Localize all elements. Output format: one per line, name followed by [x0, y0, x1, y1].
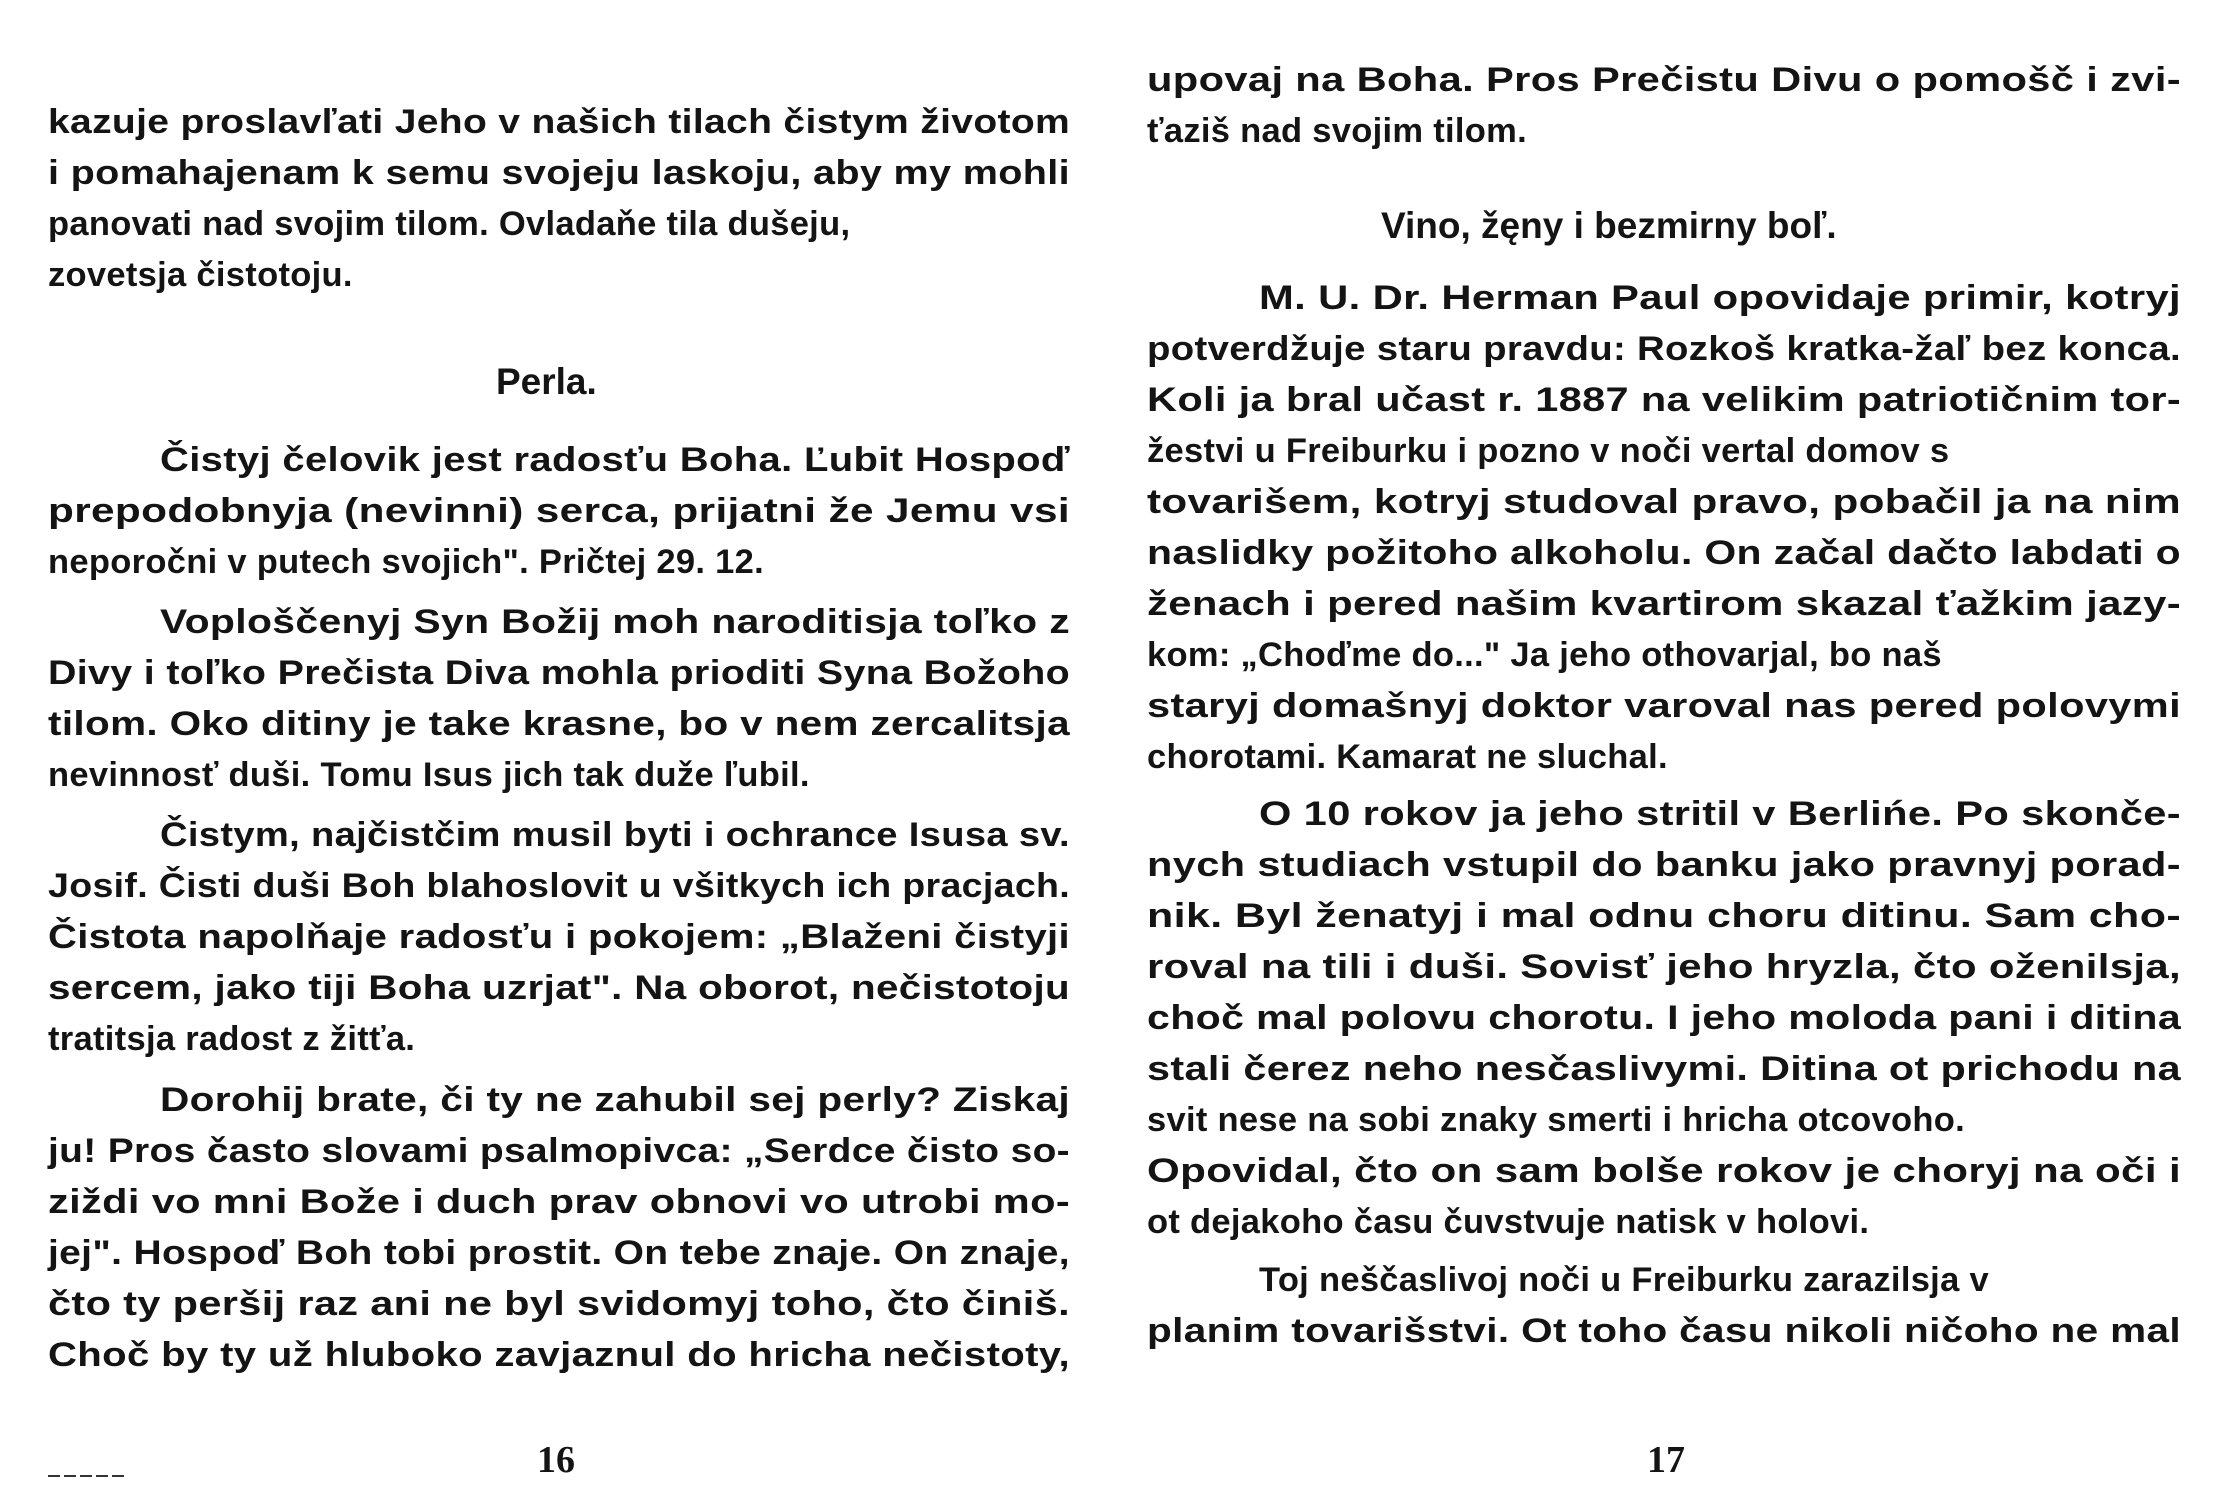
right-line: žestvi u Freiburku i pozno v noči vertal domov s — [1147, 432, 1950, 470]
left-line: panovati nad svojim tilom. Ovladaňe tila dušeju, — [48, 205, 851, 243]
left-line: i pomahajenam k semu svojeju laskoju, aby my mohli — [48, 154, 1070, 192]
left-line: prepodobnyja (nevinni) serca, prijatni že Jemu vsi — [48, 492, 1070, 530]
page-number: 16 — [537, 1439, 575, 1481]
left-line: Choč by ty už hluboko zavjaznul do hricha nečistoty, — [48, 1336, 1070, 1374]
right-line: ťaziš nad svojim tilom. — [1147, 112, 1528, 150]
right-line: Toj neščaslivoj noči u Freiburku zarazilsja v — [1259, 1261, 1989, 1299]
left-line: Čistyj čelovik jest radosťu Boha. Ľubit Hospoď — [160, 441, 1071, 479]
left-line: sercem, jako tiji Boha uzrjat". Na oborot, nečistotoju — [48, 969, 1071, 1007]
right-page — [1109, 0, 2218, 1500]
right-line: Opovidal, čto on sam bolše rokov je choryj na oči i — [1147, 1152, 2182, 1190]
right-line: staryj domašnyj doktor varoval nas pered polovymi — [1147, 687, 2182, 725]
left-line: jej". Hospoď Boh tobi prostit. On tebe znaje. On znaje, — [48, 1234, 1070, 1272]
left-line: tratitsja radost z žitťa. — [48, 1020, 416, 1058]
left-line: ziždi vo mni Bože i duch prav obnovi vo utrobi mo- — [48, 1183, 1071, 1221]
left-line: neporočni v putech svojich". Pričtej 29. 12. — [48, 543, 764, 581]
left-line: kazuje proslavľati Jeho v našich tilach čistym životom — [48, 103, 1071, 141]
left-line: Josif. Čisti duši Boh blahoslovit u všitkych ich pracjach. — [48, 867, 1071, 905]
right-line: kom: „Choďme do..." Ja jeho othovarjal, bo naš — [1147, 636, 1942, 674]
left-line: čto ty peršij raz ani ne byl svidomyj toho, čto činiš. — [48, 1285, 1070, 1323]
right-line: naslidky požitoho alkoholu. On začal dačto labdati o — [1147, 534, 2181, 572]
left-line: nevinnosť duši. Tomu Isus jich tak duže ľubil. — [48, 756, 810, 794]
left-line: ju! Pros často slovami psalmopivca: „Serdce čisto so- — [48, 1132, 1071, 1170]
left-line: Čistym, najčistčim musil byti i ochrance Isusa sv. — [160, 816, 1070, 854]
section-heading-perla: Perla. — [496, 361, 597, 402]
right-line: planim tovarišstvi. Ot toho času nikoli ničoho ne mal — [1147, 1312, 2182, 1350]
right-line: roval na tili i duši. Sovisť jeho hryzla, čto oženilsja, — [1147, 948, 2182, 986]
right-line: O 10 rokov ja jeho stritil v Berlińe. Po skonče- — [1259, 795, 2182, 833]
scan-artifact-dash — [48, 1475, 128, 1477]
right-line: svit nese na sobi znaky smerti i hricha otcovoho. — [1147, 1101, 1966, 1139]
left-line: zovetsja čistotoju. — [48, 256, 353, 294]
left-line: Čistota napolňaje radosťu i pokojem: „Blaženi čistyji — [48, 918, 1070, 956]
right-line: tovarišem, kotryj studoval pravo, pobačil ja na nim — [1147, 483, 2182, 521]
right-line: nych studiach vstupil do banku jako pravnyj porad- — [1147, 846, 2181, 884]
page-number: 17 — [1647, 1439, 1685, 1481]
left-line: Dorohij brate, či ty ne zahubil sej perly? Ziskaj — [160, 1081, 1071, 1119]
right-line: upovaj na Boha. Pros Prečistu Divu o pomošč i zvi- — [1147, 61, 2182, 99]
right-line: stali čerez neho nesčaslivymi. Ditina ot prichodu na — [1147, 1050, 2181, 1088]
right-line: ot dejakoho času čuvstvuje natisk v holovi. — [1147, 1203, 1870, 1241]
right-line: M. U. Dr. Herman Paul opovidaje primir, kotryj — [1259, 279, 2182, 317]
right-line: ženach i pered našim kvartirom skazal ťažkim jazy- — [1147, 585, 2182, 623]
section-heading-vino: Vino, žęny i bezmirny boľ. — [1381, 205, 1837, 246]
right-line: potverdžuje staru pravdu: Rozkoš kratka-žaľ bez konca. — [1147, 330, 2181, 368]
right-line: chorotami. Kamarat ne sluchal. — [1147, 738, 1668, 776]
left-line: Voploščenyj Syn Božij moh naroditisja toľko z — [160, 603, 1071, 641]
left-line: tilom. Oko ditiny je take krasne, bo v nem zercalitsja — [48, 705, 1070, 743]
right-line: choč mal polovu chorotu. I jeho moloda pani i ditina — [1147, 999, 2182, 1037]
left-line: Divy i toľko Prečista Diva mohla prioditi Syna Božoho — [48, 654, 1070, 692]
right-line: Koli ja bral učast r. 1887 na velikim patriotičnim tor- — [1147, 381, 2182, 419]
right-line: nik. Byl ženatyj i mal odnu choru ditinu. Sam cho- — [1147, 897, 2182, 935]
